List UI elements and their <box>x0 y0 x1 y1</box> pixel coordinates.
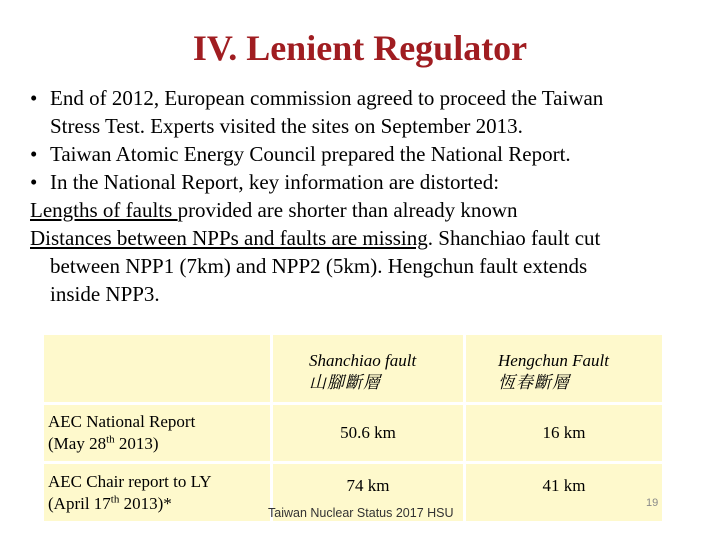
slide-footer: Taiwan Nuclear Status 2017 HSU <box>268 506 454 520</box>
ordinal-suffix: th <box>106 433 115 446</box>
bullet-text-line: In the National Report, key information are distorted: <box>50 170 500 194</box>
hengchun-header-zh: 恆春斷層 <box>498 372 570 393</box>
bullet-text-line: Stress Test. Experts visited the sites on September 2013. <box>50 114 523 138</box>
bullet-text-line: End of 2012, European commission agreed to proceed the Taiwan <box>50 86 604 110</box>
row-label-date-text: (April 17 <box>48 493 111 513</box>
slide-title: IV. Lenient Regulator <box>192 28 528 68</box>
paragraph-text: . Shanchiao fault cut <box>427 226 601 250</box>
bullet-item <box>30 84 695 140</box>
paragraph-text: provided are shorter than already known <box>177 198 518 222</box>
page-number: 19 <box>646 497 659 509</box>
row-label <box>44 405 270 461</box>
bullet-item <box>30 168 695 196</box>
table-corner-cell <box>44 335 270 402</box>
row-label-date-text: (May 28 <box>48 434 107 453</box>
bullet-text-line: Taiwan Atomic Energy Council prepared the National Report. <box>50 142 571 166</box>
paragraph-text-line: inside NPP3. <box>50 282 160 306</box>
row-label-date <box>48 433 270 455</box>
table-row <box>44 405 662 461</box>
fault-lengths-paragraph <box>30 196 695 224</box>
bullet-marker: • <box>30 170 38 194</box>
bullet-marker: • <box>30 142 38 166</box>
hengchun-header-cell <box>466 335 662 402</box>
underlined-text: Distances between NPPs and faults are missing <box>30 226 428 250</box>
underlined-text: Lengths of faults <box>30 198 178 222</box>
row-label-line: AEC National Report <box>48 412 196 431</box>
shanchiao-value: 74 km <box>273 464 463 521</box>
paragraph-text-line: between NPP1 (7km) and NPP2 (5km). Hengchun fault extends <box>50 254 588 278</box>
row-label <box>44 464 270 521</box>
shanchiao-header-zh: 山腳斷層 <box>309 372 381 393</box>
row-label-date <box>48 493 270 515</box>
shanchiao-value: 50.6 km <box>273 405 463 461</box>
hengchun-header: Hengchun Fault <box>498 350 609 370</box>
bullet-item <box>30 140 695 168</box>
row-label-date-text: 2013)* <box>119 493 172 513</box>
table-header-row <box>44 335 662 402</box>
fault-comparison-table <box>41 332 665 524</box>
row-label-date-text: 2013) <box>114 434 159 453</box>
hengchun-value: 41 km <box>466 464 662 521</box>
shanchiao-header: Shanchiao fault <box>309 350 417 370</box>
slide-body <box>30 84 695 308</box>
ordinal-suffix: th <box>110 492 120 505</box>
shanchiao-header-cell <box>273 335 463 402</box>
hengchun-value: 16 km <box>466 405 662 461</box>
row-label-line: AEC Chair report to LY <box>48 471 212 491</box>
distances-paragraph <box>30 224 695 308</box>
bullet-marker: • <box>30 86 38 110</box>
